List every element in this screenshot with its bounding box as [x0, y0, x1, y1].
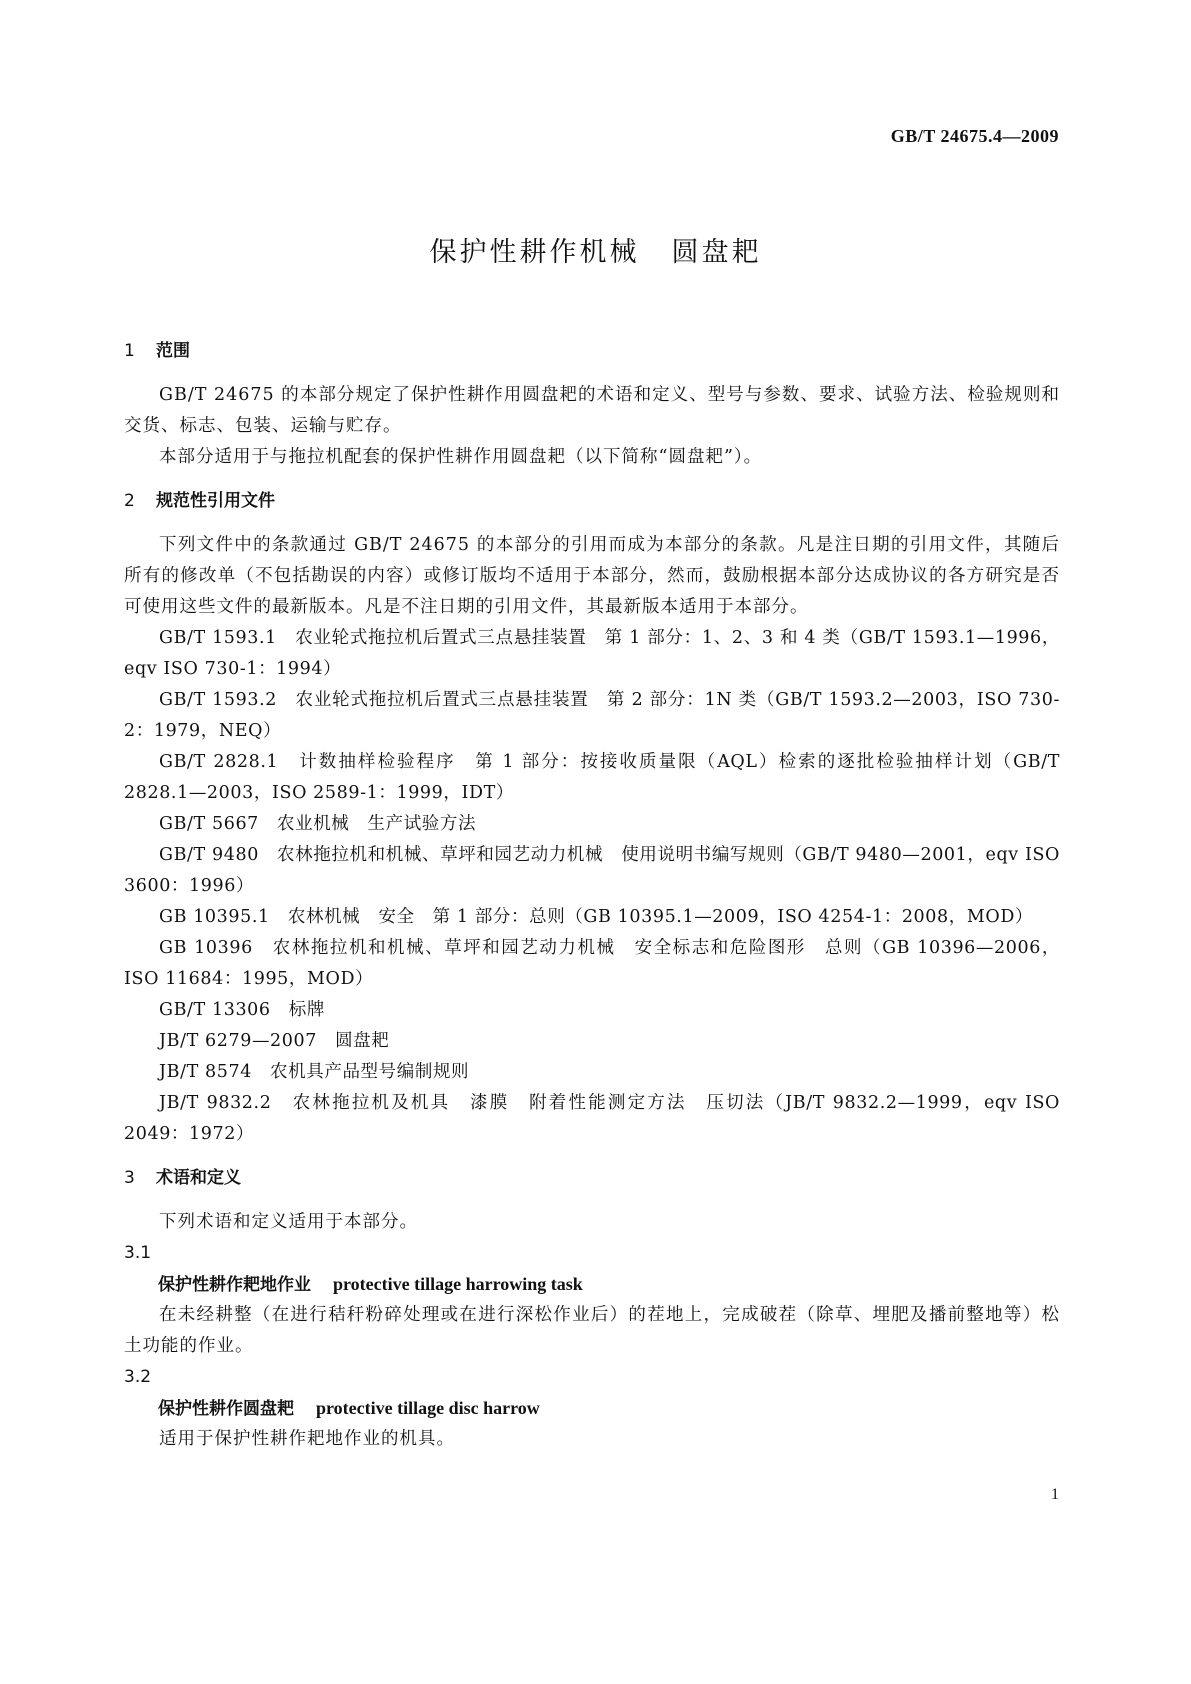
reference-item: GB/T 1593.2 农业轮式拖拉机后置式三点悬挂装置 第 2 部分：1N 类（GB/T 1593.2—2003，ISO 730-2：1979，NEQ）	[124, 690, 1060, 741]
paragraph: 下列术语和定义适用于本部分。	[159, 1212, 418, 1232]
term-chinese: 保护性耕作耙地作业	[158, 1275, 311, 1295]
reference-item: GB/T 1593.1 农业轮式拖拉机后置式三点悬挂装置 第 1 部分：1、2、3 和 4 类（GB/T 1593.1—1996，eqv ISO 730-1：1994）	[124, 628, 1060, 679]
term-english: protective tillage disc harrow	[316, 1398, 540, 1418]
standard-code: GB/T 24675.4—2009	[890, 126, 1059, 146]
section-number: 2	[124, 491, 135, 511]
reference-item: JB/T 6279—2007 圆盘耙	[159, 1031, 390, 1051]
reference-item: GB 10395.1 农林机械 安全 第 1 部分：总则（GB 10395.1—2009，ISO 4254-1：2008，MOD）	[159, 907, 1034, 927]
reference-item: GB/T 5667 农业机械 生产试验方法	[159, 814, 477, 834]
section-title: 规范性引用文件	[156, 491, 275, 511]
term-entry	[124, 1393, 1060, 1424]
document-title	[0, 230, 1191, 269]
section-title: 范围	[156, 341, 190, 361]
reference-item: JB/T 8574 农机具产品型号编制规则	[159, 1062, 470, 1082]
term-definition: 在未经耕整（在进行秸秆粉碎处理或在进行深松作业后）的茬地上，完成破茬（除草、埋肥及播前整地等）松土功能的作业。	[124, 1305, 1060, 1356]
reference-item: GB/T 13306 标牌	[159, 1000, 325, 1020]
paragraph: 下列文件中的条款通过 GB/T 24675 的本部分的引用而成为本部分的条款。凡是注日期的引用文件，其随后所有的修改单（不包括勘误的内容）或修订版均不适用于本部分，然而，鼓励根据本部分达成协议的各方研究是否可使用这些文件的最新版本。凡是不注日期的引用文件，其最新版本适用于本部分。	[124, 535, 1060, 617]
term-chinese: 保护性耕作圆盘耙	[158, 1399, 294, 1419]
section-number: 1	[124, 341, 135, 361]
section-heading-normative-references	[124, 486, 1060, 517]
reference-item: JB/T 9832.2 农林拖拉机及机具 漆膜 附着性能测定方法 压切法（JB/T 9832.2—1999，eqv ISO 2049：1972）	[124, 1093, 1060, 1144]
section-title: 术语和定义	[156, 1168, 241, 1188]
term-definition: 适用于保护性耕作耙地作业的机具。	[159, 1429, 455, 1449]
term-number: 3.2	[124, 1367, 152, 1387]
term-english: protective tillage harrowing task	[333, 1274, 583, 1294]
paragraph: GB/T 24675 的本部分规定了保护性耕作用圆盘耙的术语和定义、型号与参数、要求、试验方法、检验规则和交货、标志、包装、运输与贮存。	[124, 385, 1060, 436]
reference-item: GB/T 2828.1 计数抽样检验程序 第 1 部分：按接收质量限（AQL）检索的逐批检验抽样计划（GB/T 2828.1—2003，ISO 2589-1：1999，IDT）	[124, 752, 1060, 803]
term-number: 3.1	[124, 1243, 152, 1263]
reference-item: GB/T 9480 农林拖拉机和机械、草坪和园艺动力机械 使用说明书编写规则（GB/T 9480—2001，eqv ISO 3600：1996）	[124, 845, 1060, 896]
section-heading-terms	[124, 1163, 1060, 1194]
document-body	[124, 336, 1060, 1455]
section-heading-scope	[124, 336, 1060, 367]
reference-item: GB 10396 农林拖拉机和机械、草坪和园艺动力机械 安全标志和危险图形 总则（GB 10396—2006，ISO 11684：1995，MOD）	[124, 938, 1060, 989]
paragraph: 本部分适用于与拖拉机配套的保护性耕作用圆盘耙（以下简称“圆盘耙”）。	[159, 447, 763, 467]
term-entry	[124, 1269, 1060, 1300]
title-sub: 圆盘耙	[671, 237, 762, 268]
page-number: 1	[1051, 1486, 1059, 1503]
title-main: 保护性耕作机械	[429, 237, 640, 268]
section-number: 3	[124, 1168, 135, 1188]
